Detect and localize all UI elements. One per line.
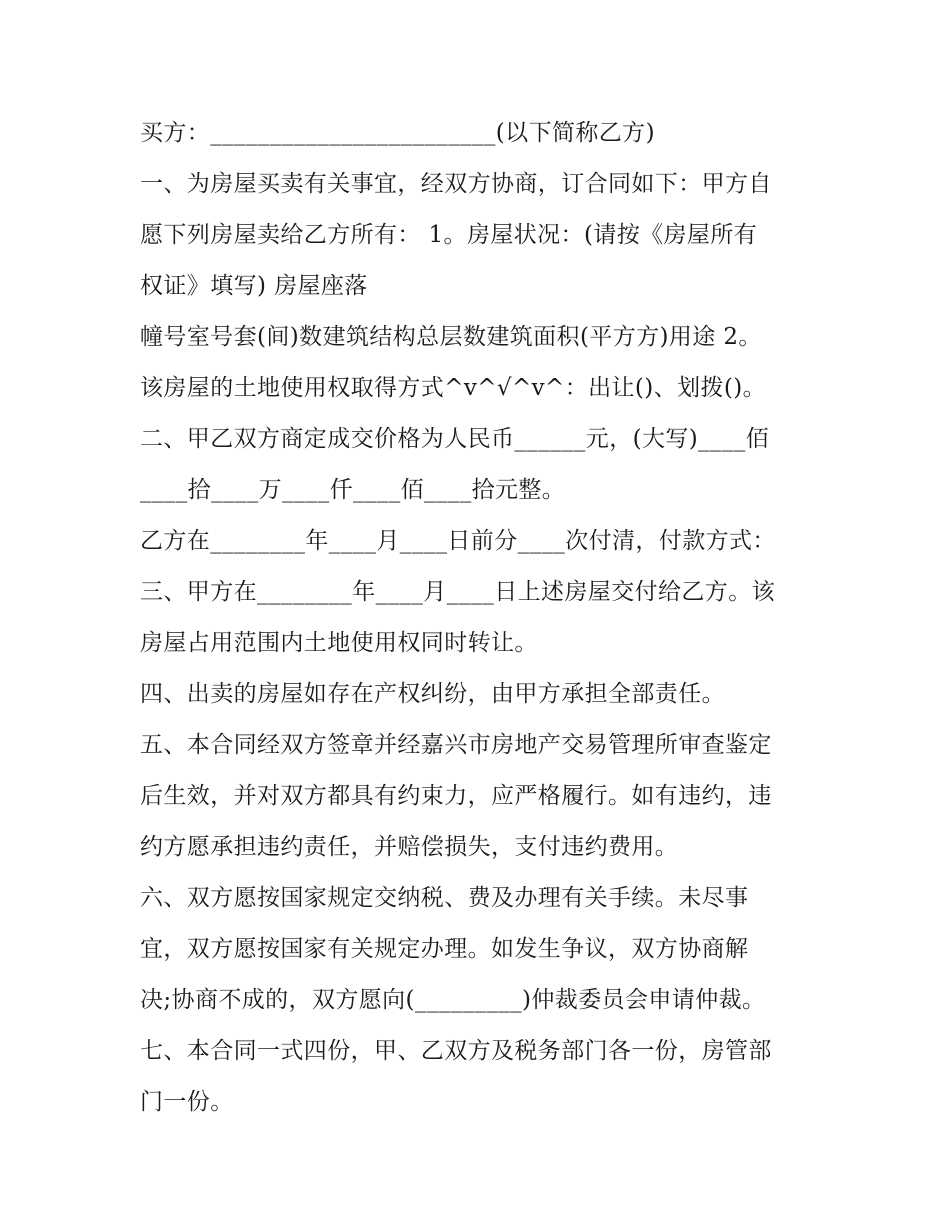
clause-5-line-1: 五、本合同经双方签章并经嘉兴市房地产交易管理所审查鉴定: [140, 732, 772, 758]
land-use-right-line: 该房屋的土地使用权取得方式^v^√^v^：出让()、划拨()。: [140, 375, 767, 401]
clause-1-line-3: 权证》填写) 房屋座落: [140, 273, 368, 299]
clause-7-line-1: 七、本合同一式四份，甲、乙双方及税务部门各一份，房管部: [140, 1038, 772, 1064]
property-details-line: 幢号室号套(间)数建筑结构总层数建筑面积(平方方)用途 2。: [140, 324, 762, 350]
buyer-line: 买方：________________________(以下简称乙方): [140, 120, 655, 146]
clause-1-line-2: 愿下列房屋卖给乙方所有： 1。房屋状况：(请按《房屋所有: [140, 222, 758, 248]
clause-1-line-1: 一、为房屋买卖有关事宜，经双方协商，订合同如下：甲方自: [140, 171, 772, 197]
contract-body: [140, 108, 820, 1128]
clause-2-line-1: 二、甲乙双方商定成交价格为人民币______元，(大写)____佰: [140, 426, 770, 452]
clause-6-line-1: 六、双方愿按国家规定交纳税、费及办理有关手续。未尽事: [140, 885, 749, 911]
clause-2-line-2: ____拾____万____仟____佰____拾元整。: [140, 477, 566, 503]
clause-3-line-1: 三、甲方在________年____月____日上述房屋交付给乙方。该: [140, 579, 775, 605]
clause-6-line-2: 宜，双方愿按国家有关规定办理。如发生争议，双方协商解: [140, 936, 749, 962]
clause-3-line-2: 房屋占用范围内土地使用权同时转让。: [140, 630, 538, 656]
clause-5-line-3: 约方愿承担违约责任，并赔偿损失，支付违约费用。: [140, 834, 679, 860]
clause-5-line-2: 后生效，并对双方都具有约束力，应严格履行。如有违约，违: [140, 783, 772, 809]
payment-line: 乙方在________年____月____日前分____次付清，付款方式：: [140, 528, 776, 554]
clause-4-line: 四、出卖的房屋如存在产权纠纷，由甲方承担全部责任。: [140, 681, 725, 707]
clause-7-line-2: 门一份。: [140, 1089, 234, 1115]
clause-6-line-3: 决;协商不成的，双方愿向(_________)仲裁委员会申请仲裁。: [140, 987, 766, 1013]
